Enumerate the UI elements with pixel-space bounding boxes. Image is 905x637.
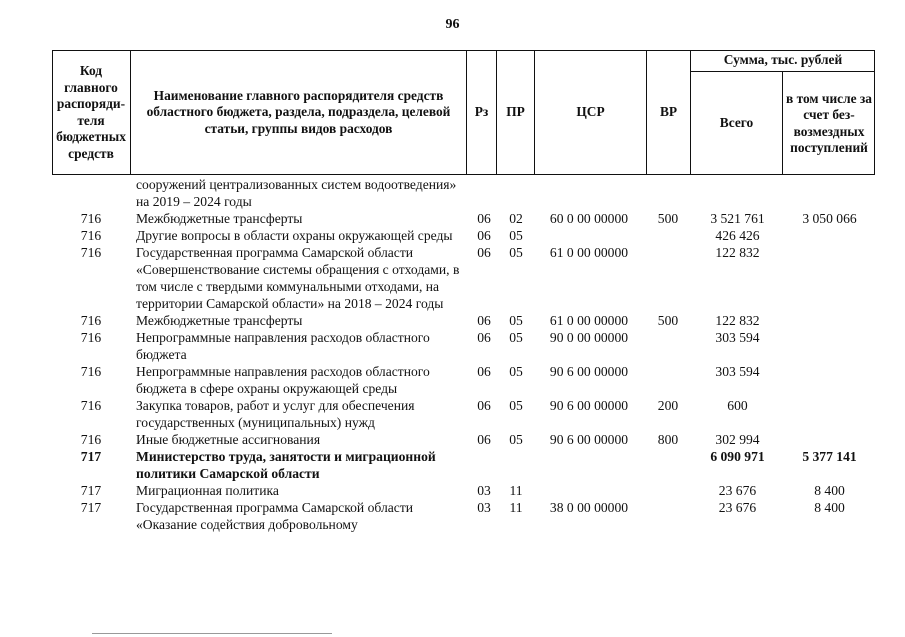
cell-csr: 61 0 00 00000 (549, 313, 629, 328)
header-pr: ПР (496, 50, 534, 175)
header-csr: ЦСР (534, 50, 646, 175)
page-number: 96 (445, 17, 460, 32)
table-row (52, 210, 875, 227)
cell-pr: 05 (509, 432, 523, 447)
cell-name: Непрограммные направления расходов областного бюджета в сфере охраны окружающей среды (136, 364, 430, 396)
cell-free: 3 050 066 (802, 211, 857, 226)
cell-rz: 06 (477, 211, 491, 226)
table-row (52, 499, 875, 533)
cell-pr: 05 (509, 330, 523, 345)
cell-rz: 06 (477, 245, 491, 260)
cell-pr: 05 (509, 313, 523, 328)
cell-free: 5 377 141 (802, 449, 857, 464)
cell-csr: 90 6 00 00000 (549, 364, 629, 379)
cell-name: Другие вопросы в области охраны окружающей среды (136, 228, 453, 243)
cell-rz: 06 (477, 432, 491, 447)
header-sum: Сумма, тыс. рублей (690, 50, 875, 71)
table-row (52, 363, 875, 397)
cell-rz: 06 (477, 228, 491, 243)
cell-name: Межбюджетные трансферты (136, 211, 303, 226)
table-row (52, 244, 875, 312)
cell-name: Межбюджетные трансферты (136, 313, 303, 328)
cell-name: сооружений централизованных систем водоотведения» на 2019 – 2024 годы (136, 177, 457, 209)
table-row (52, 312, 875, 329)
cell-vr: 800 (657, 432, 679, 447)
cell-total: 122 832 (715, 313, 760, 328)
cell-rz: 03 (477, 500, 491, 515)
cell-csr: 60 0 00 00000 (549, 211, 629, 226)
header-free: в том числе за счет безвозмездных поступлений (782, 71, 875, 175)
cell-free: 8 400 (814, 483, 845, 498)
cell-total: 302 994 (715, 432, 760, 447)
cell-csr: 38 0 00 00000 (549, 500, 629, 515)
cell-code: 717 (80, 449, 102, 464)
cell-vr: 500 (657, 211, 679, 226)
header-rz: Рз (466, 50, 496, 175)
cell-name: Закупка товаров, работ и услуг для обеспечения государственных (муниципальных) нужд (136, 398, 415, 430)
cell-name: Государственная программа Самарской области «Оказание содействия добровольному (136, 500, 414, 532)
cell-csr: 61 0 00 00000 (549, 245, 629, 260)
cell-total: 303 594 (715, 330, 760, 345)
table-row (52, 397, 875, 431)
cell-pr: 05 (509, 398, 523, 413)
cell-rz: 06 (477, 364, 491, 379)
cell-total: 23 676 (718, 483, 757, 498)
cell-free: 8 400 (814, 500, 845, 515)
cell-pr: 11 (509, 500, 523, 515)
cell-code: 716 (80, 211, 102, 226)
cell-code: 716 (80, 364, 102, 379)
cell-code: 717 (80, 483, 102, 498)
cell-pr: 05 (509, 364, 523, 379)
header-code: Код главного распорядителя бюджетных средств (56, 63, 126, 161)
cell-total: 3 521 761 (710, 211, 765, 226)
cell-pr: 05 (509, 245, 523, 260)
cell-code: 716 (80, 228, 102, 243)
table-row (52, 227, 875, 244)
cell-code: 716 (80, 432, 102, 447)
table-row (52, 482, 875, 499)
cell-rz: 06 (477, 313, 491, 328)
cell-name: Миграционная политика (136, 483, 279, 498)
table-row (52, 329, 875, 363)
table-row (52, 431, 875, 448)
table-row (52, 448, 875, 482)
cell-rz: 06 (477, 398, 491, 413)
table-row (52, 176, 875, 210)
cell-csr: 90 6 00 00000 (549, 432, 629, 447)
footer-rule (92, 633, 332, 634)
header-total: Всего (690, 71, 782, 175)
cell-code: 716 (80, 330, 102, 345)
table-body (52, 176, 875, 533)
cell-total: 303 594 (715, 364, 760, 379)
cell-csr: 90 0 00 00000 (549, 330, 629, 345)
cell-vr: 200 (657, 398, 679, 413)
header-vr: ВР (646, 50, 690, 175)
cell-rz: 03 (477, 483, 491, 498)
cell-vr: 500 (657, 313, 679, 328)
cell-name: Государственная программа Самарской области «Совершенствование системы обращения с отходами, в том числе с твердыми коммунальными отходами, на территории Самарской области» на 2018 – 2024 годы (136, 245, 460, 311)
cell-code: 716 (80, 245, 102, 260)
table-header (52, 50, 875, 175)
cell-total: 600 (727, 398, 748, 413)
cell-csr: 90 6 00 00000 (549, 398, 629, 413)
header-name: Наименование главного распорядителя средств областного бюджета, раздела, подраздела, целевой статьи, группы видов расходов (130, 50, 466, 175)
cell-code: 716 (80, 398, 102, 413)
cell-rz: 06 (477, 330, 491, 345)
cell-name: Иные бюджетные ассигнования (136, 432, 321, 447)
cell-total: 6 090 971 (710, 449, 765, 464)
cell-pr: 11 (509, 483, 523, 498)
cell-total: 122 832 (715, 245, 760, 260)
cell-code: 716 (80, 313, 102, 328)
cell-total: 23 676 (718, 500, 757, 515)
cell-code: 717 (80, 500, 102, 515)
cell-name: Непрограммные направления расходов областного бюджета (136, 330, 430, 362)
cell-pr: 02 (509, 211, 523, 226)
cell-pr: 05 (509, 228, 523, 243)
cell-total: 426 426 (715, 228, 760, 243)
cell-name: Министерство труда, занятости и миграционной политики Самарской области (136, 449, 436, 481)
